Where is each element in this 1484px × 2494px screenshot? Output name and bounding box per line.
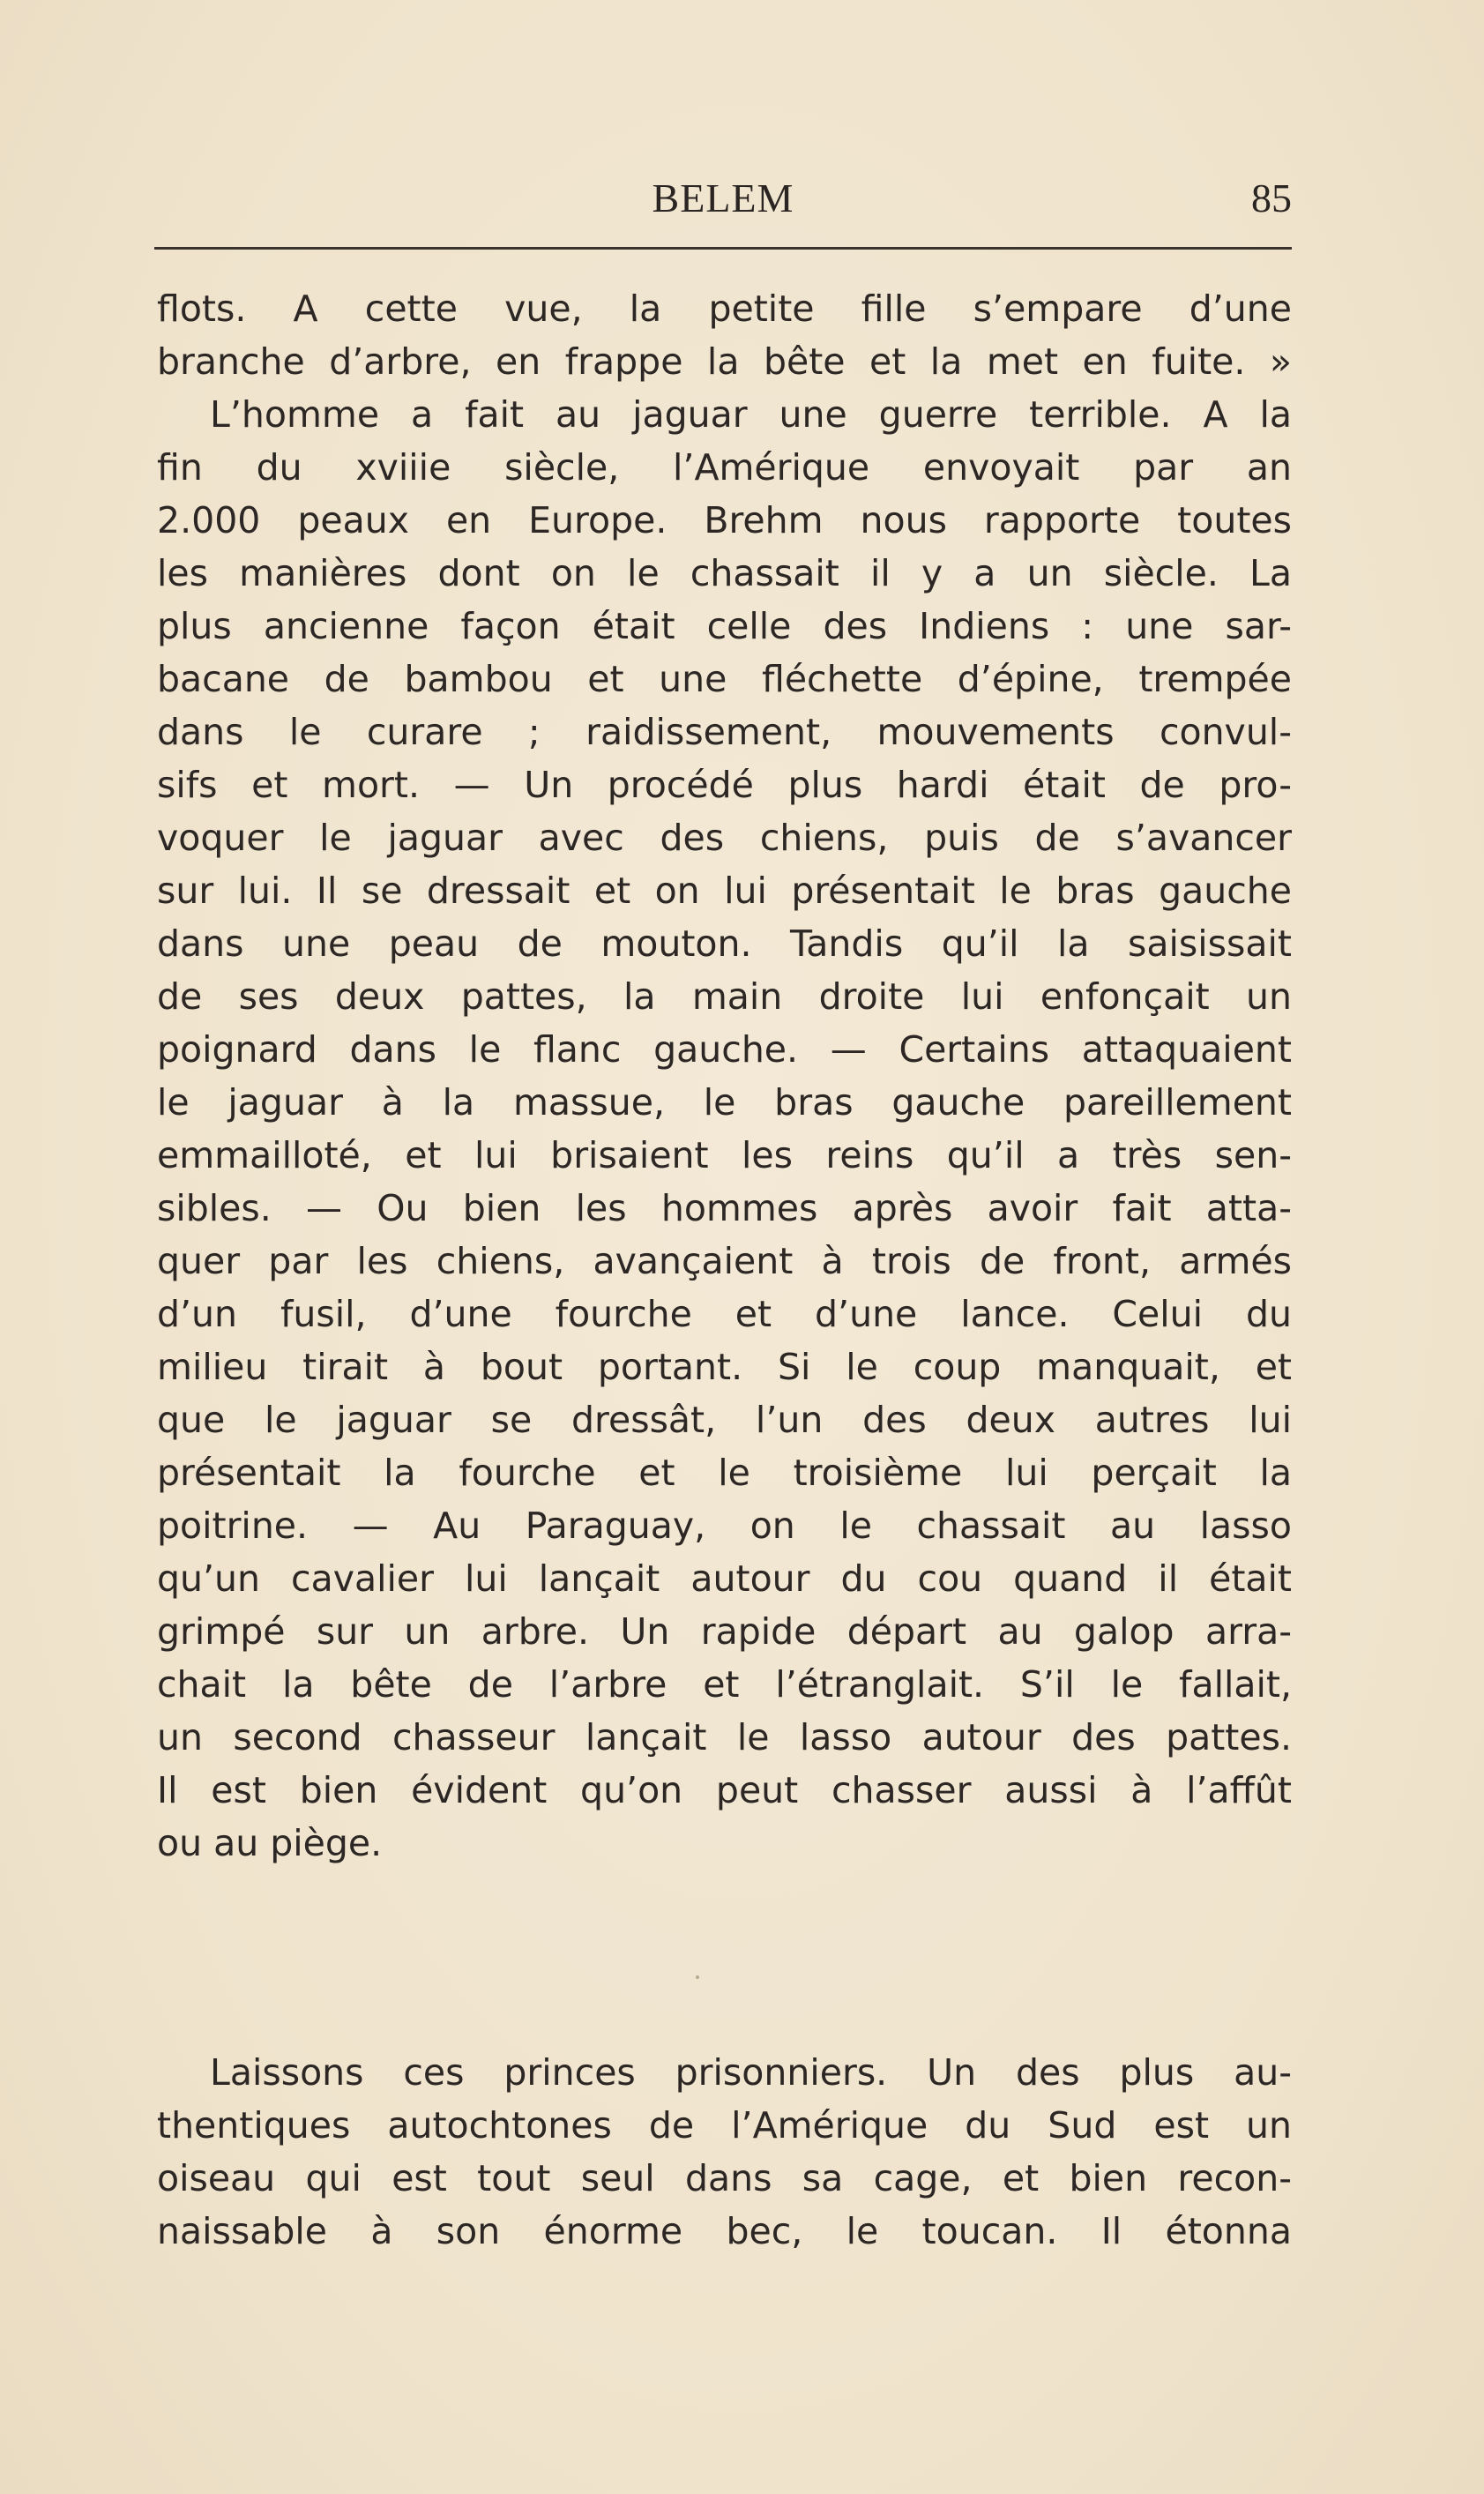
text-line: chait la bête de l’arbre et l’étranglait. S’il le fallait,: [157, 1663, 1292, 1706]
text-line: sifs et mort. — Un procédé plus hardi était de pro-: [157, 764, 1292, 806]
text-line: poitrine. — Au Paraguay, on le chassait au lasso: [157, 1505, 1292, 1547]
text-line: Laissons ces princes prisonniers. Un des plus au-: [210, 2051, 1292, 2094]
paragraph-toucan: [157, 2046, 1292, 2258]
text-line: sibles. — Ou bien les hommes après avoir fait atta-: [157, 1187, 1292, 1229]
text-line: emmailloté, et lui brisaient les reins qu’il a très sen-: [157, 1134, 1292, 1176]
text-line: dans une peau de mouton. Tandis qu’il la saisissait: [157, 922, 1292, 965]
text-line: Il est bien évident qu’on peut chasser aussi à l’affût: [157, 1769, 1292, 1811]
text-line: branche d’arbre, en frappe la bête et la met en fuite. »: [157, 340, 1292, 383]
text-line: un second chasseur lançait le lasso autour des pattes.: [157, 1716, 1292, 1758]
text-line: fin du xviiie siècle, l’Amérique envoyait par an: [157, 446, 1292, 489]
text-line: que le jaguar se dressât, l’un des deux autres lui: [157, 1399, 1292, 1441]
text-line: les manières dont on le chassait il y a un siècle. La: [157, 552, 1292, 594]
text-line: milieu tirait à bout portant. Si le coup manquait, et: [157, 1346, 1292, 1388]
paragraph-jaguar-hunting: [157, 282, 1292, 1870]
page-header: [154, 172, 1292, 234]
text-line: voquer le jaguar avec des chiens, puis de s’avancer: [157, 817, 1292, 859]
section-separator: [696, 1975, 699, 1979]
text-line: le jaguar à la massue, le bras gauche pareillement: [157, 1081, 1292, 1124]
text-line: flots. A cette vue, la petite fille s’empare d’une: [157, 287, 1292, 330]
text-line: bacane de bambou et une fléchette d’épine, trempée: [157, 658, 1292, 700]
text-line: de ses deux pattes, la main droite lui enfonçait un: [157, 975, 1292, 1018]
text-line: naissable à son énorme bec, le toucan. Il étonna: [157, 2210, 1292, 2252]
text-line: sur lui. Il se dressait et on lui présentait le bras gauche: [157, 870, 1292, 912]
text-line: ou au piège.: [157, 1822, 383, 1864]
text-line: qu’un cavalier lui lançait autour du cou quand il était: [157, 1557, 1292, 1600]
text-line: 2.000 peaux en Europe. Brehm nous rapporte toutes: [157, 499, 1292, 541]
header-rule: [154, 247, 1292, 250]
text-line: dans le curare ; raidissement, mouvements convul-: [157, 711, 1292, 753]
page-number: 85: [1251, 175, 1292, 220]
text-line: L’homme a fait au jaguar une guerre terrible. A la: [210, 393, 1292, 436]
text-line: plus ancienne façon était celle des Indiens : une sar-: [157, 605, 1292, 647]
running-title: BELEM: [652, 175, 794, 220]
text-line: grimpé sur un arbre. Un rapide départ au galop arra-: [157, 1610, 1292, 1653]
text-line: thentiques autochtones de l’Amérique du Sud est un: [157, 2104, 1292, 2147]
text-line: présentait la fourche et le troisième lui perçait la: [157, 1452, 1292, 1494]
text-line: d’un fusil, d’une fourche et d’une lance. Celui du: [157, 1293, 1292, 1335]
text-line: poignard dans le flanc gauche. — Certains attaquaient: [157, 1028, 1292, 1071]
text-line: oiseau qui est tout seul dans sa cage, et bien recon-: [157, 2157, 1292, 2199]
text-line: quer par les chiens, avançaient à trois de front, armés: [157, 1240, 1292, 1282]
